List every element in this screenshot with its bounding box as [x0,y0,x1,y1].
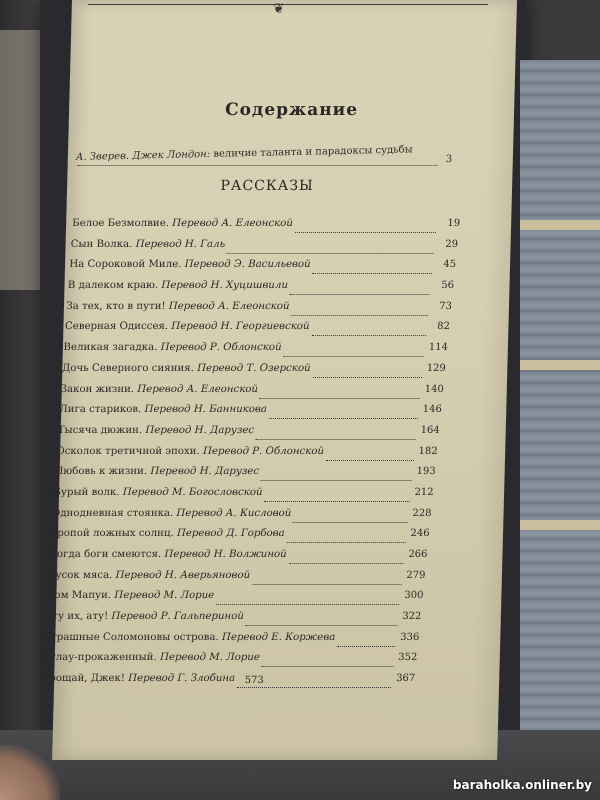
story-title: Великая загадка. [63,342,158,354]
book-spine [520,220,600,230]
book-spine [520,520,600,530]
translator: Перевод Н. Галь [135,238,226,250]
toc-row [53,487,454,508]
story-title: Однодневная стоянка. [51,507,174,519]
toc-row [43,632,444,653]
toc-page-number: 45 [443,259,457,271]
toc-entry-label [72,218,293,229]
story-title: Ату их, ату! [44,611,109,623]
book-page [40,0,517,760]
translator: Перевод Н. Хуцишвили [161,280,289,292]
translator: Перевод Э. Васильевой [184,259,311,271]
story-title: Кусок мяса. [47,569,113,581]
toc-page-number: 246 [410,528,430,540]
toc-page-number: 228 [412,507,432,519]
toc-row [54,466,455,487]
leader-dots [283,355,423,357]
toc-row [44,611,445,632]
leader-dots [293,521,408,523]
translator: Перевод Д. Горбова [176,528,285,540]
leader-dots [286,541,405,543]
toc-row [52,508,453,529]
translator: Перевод А. Елеонской [137,383,259,395]
leader-dots [313,376,422,378]
leader-dots [264,500,409,502]
toc-row [46,590,447,611]
translator: Перевод Т. Озерской [197,362,311,374]
intro-entry [76,143,461,163]
story-title: Северная Одиссея. [64,321,169,333]
toc-entry-label [53,487,262,498]
toc-entry-label [52,508,292,519]
translator: Перевод Н. Георгиевской [171,321,310,333]
toc-page-number: 146 [422,404,442,416]
toc-entry-label [58,425,255,436]
toc-row [41,652,442,673]
toc-entry-label [71,239,226,250]
story-title: Прощай, Джек! [40,673,126,685]
toc-row [47,570,448,591]
translator: Перевод А. Кисловой [176,507,292,519]
leader-dots [289,562,403,564]
leader-dots [261,479,412,481]
story-title: В далеком краю. [67,280,159,292]
toc-entry-label [56,446,324,457]
story-title: Закон жизни. [60,383,135,395]
story-title: Кулау-прокаженный. [41,652,157,664]
toc-page-number: 266 [408,549,428,560]
translator: Перевод Н. Банникова [144,404,268,416]
story-title: Когда боги смеются. [48,549,162,560]
toc-page-number: 300 [404,590,424,602]
toc-page-number: 367 [395,673,416,685]
translator: Перевод Н. Волжиной [164,549,287,560]
toc-entry-label [69,259,311,270]
toc-page-number: 164 [420,424,440,436]
toc-entry-label [60,384,258,395]
story-title: Осколок третичной эпохи. [56,445,200,457]
story-title: Тысяча дюжин. [57,424,143,436]
toc-page-number: 29 [445,238,459,250]
story-title: Белое Безмолвие. [72,218,170,229]
toc-entry-label [49,549,287,560]
toc-entry-label [65,321,310,332]
leader-dots [216,603,399,605]
translator: Перевод Г. Злобина [128,673,236,685]
toc-entry-label [42,652,260,663]
toc-row [63,342,464,363]
translator: Перевод А. Елеонской [168,300,290,312]
toc-entry-label [50,528,284,539]
toc-row [49,549,450,570]
story-title: На Сороковой Миле. [69,259,182,271]
translator: Перевод М. Богословской [122,486,263,498]
book-stack [520,60,600,750]
toc-entry-label [46,590,214,601]
leader-dots [312,272,432,274]
story-title: Тропой ложных солнц. [50,528,174,540]
toc-row [69,259,470,280]
page-title: Содержание [224,100,359,120]
leader-dots [290,293,430,295]
translator: Перевод М. Лорие [114,590,215,602]
translator: Перевод Н. Дарузес [145,424,255,436]
intro-title: величие таланта и парадоксы судьбы [210,144,413,160]
ornament-icon: ❦ [272,1,285,17]
toc-row [62,363,463,384]
translator: Перевод М. Лорие [159,652,261,664]
toc-row [67,280,468,301]
toc-row [59,404,460,425]
toc-page-number: 73 [439,300,453,312]
story-title: Лига стариков. [59,404,142,416]
toc-row [65,321,466,342]
translator: Перевод Р. Облонской [160,342,282,354]
toc-row [50,528,451,549]
thumb [0,745,60,800]
leader-dots [246,624,398,626]
toc-row [56,446,457,467]
story-title: Любовь к жизни. [54,466,148,478]
toc-page-number: 82 [437,321,451,333]
toc-entry-label [63,342,281,353]
leader-dots [259,397,419,399]
leader-dots [291,314,428,316]
intro-page-number: 3 [445,154,453,165]
leader-dots [262,665,393,667]
toc-page-number: 182 [418,445,438,457]
toc-entry-label [62,363,311,374]
leader-dots [312,334,426,336]
translator: Перевод Н. Аверьяновой [115,569,251,581]
translator: Перевод Р. Облонской [202,445,325,457]
translator: Перевод Р. Гальпериной [111,611,245,623]
story-title: Страшные Соломоновы острова. [43,631,219,643]
toc-entry-label [66,301,289,312]
toc-entry-label [68,280,288,291]
toc-list [40,218,466,694]
toc-row [66,301,467,322]
toc-entry-label [47,570,250,581]
toc-row [60,384,461,405]
section-heading: РАССКАЗЫ [220,178,315,194]
story-title: Дом Мапуи. [46,590,112,602]
leader-dots [78,164,438,166]
story-title: За тех, кто в пути! [66,300,166,312]
leader-dots [295,231,436,233]
leader-dots [326,459,413,461]
toc-page-number: 279 [406,569,426,581]
book-spine [520,360,600,370]
toc-entry-label [55,466,260,477]
toc-entry-label [59,404,267,415]
page-number: 573 [244,675,264,686]
story-title: Бурый волк. [53,486,120,498]
toc-page-number: 140 [424,383,444,395]
translator: Перевод А. Елеонской [172,218,294,229]
story-title: Дочь Северного сияния. [61,362,195,374]
toc-entry-label [45,611,244,622]
toc-entry-label [43,632,335,643]
toc-page-number: 56 [441,280,455,292]
toc-row [57,425,458,446]
leader-dots [255,438,415,440]
translator: Перевод Е. Коржева [221,631,336,643]
toc-page-number: 19 [447,218,461,229]
toc-row [70,239,471,260]
translator: Перевод Н. Дарузес [150,466,260,478]
toc-page-number: 129 [426,362,446,374]
toc-page-number: 352 [398,652,418,664]
leader-dots [252,583,401,585]
toc-page-number: 114 [428,342,449,354]
toc-row [72,218,473,239]
story-title: Сын Волка. [70,238,133,250]
toc-page-number: 322 [402,611,422,623]
toc-page-number: 212 [414,486,434,498]
watermark: baraholka.onliner.by [452,778,592,792]
leader-dots [269,417,418,419]
intro-author: А. Зверев. Джек Лондон: [75,148,211,163]
leader-dots [237,686,391,688]
leader-dots [226,252,433,254]
toc-page-number: 193 [416,466,436,478]
toc-page-number: 336 [400,631,420,643]
leader-dots [337,645,395,647]
